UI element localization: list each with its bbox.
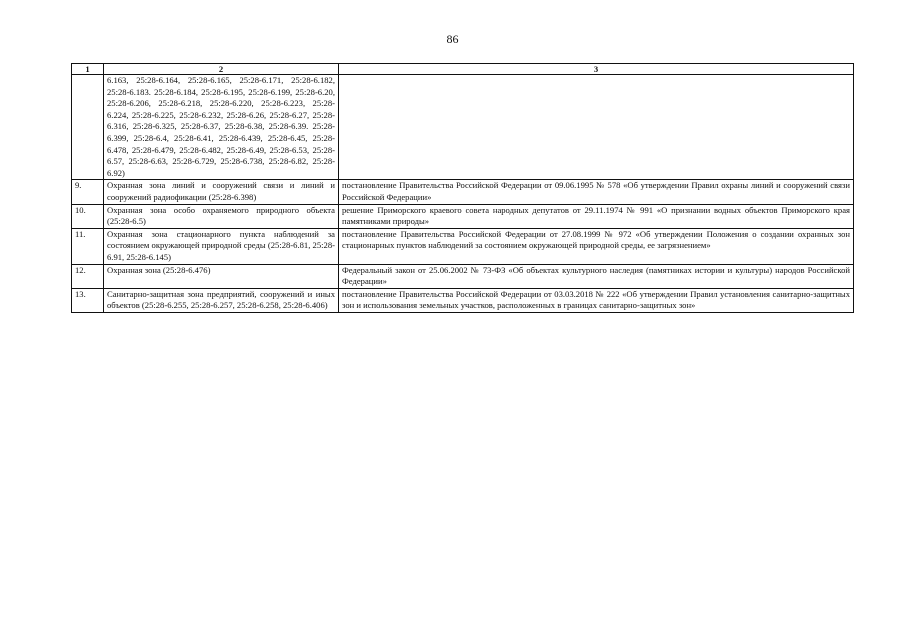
legal-basis: Федеральный закон от 25.06.2002 № 73-ФЗ «Об объектах культурного наследия (памятниках истории и культуры) народов Российской Федерации» xyxy=(339,264,854,288)
column-header-2: 2 xyxy=(104,64,339,75)
table-header-row xyxy=(72,64,854,75)
table-row xyxy=(72,288,854,312)
legal-basis: постановление Правительства Российской Федерации от 09.06.1995 № 578 «Об утверждении Правил охраны линий и сооружений связи Российской Федерации» xyxy=(339,180,854,204)
zone-description: Охранная зона стационарного пункта наблюдений за состоянием окружающей природной среды (25:28-6.81, 25:28-6.91, 25:28-6.145) xyxy=(104,228,339,264)
zone-description: Санитарно-защитная зона предприятий, сооружений и иных объектов (25:28-6.255, 25:28-6.257, 25:28-6.258, 25:28-6.406) xyxy=(104,288,339,312)
column-header-1: 1 xyxy=(72,64,104,75)
table-row xyxy=(72,204,854,228)
zone-description: 6.163, 25:28-6.164, 25:28-6.165, 25:28-6.171, 25:28-6.182, 25:28-6.183. 25:28-6.184, 25:28-6.195, 25:28-6.199, 25:28-6.20, 25:28-6.206, 25:28-6.218, 25:28-6.220, 25:28-6.223, 25:28-6.224, 25:28-6.225, 25:28-6.232, 25:28-6.26, 25:28-6.27, 25:28-6.316, 25:28-6.325, 25:28-6.37, 25:28-6.38, 25:28-6.39. 25:28-6.399, 25:28-6.4, 25:28-6.41, 25:28-6.439, 25:28-6.45, 25:28-6.478, 25:28-6.479, 25:28-6.482, 25:28-6.49, 25:28-6.53, 25:28-6.57, 25:28-6.63, 25:28-6.729, 25:28-6.738, 25:28-6.82, 25:28-6.92) xyxy=(104,75,339,180)
legal-basis xyxy=(339,75,854,180)
zones-table xyxy=(71,63,854,313)
legal-basis: постановление Правительства Российской Федерации от 03.03.2018 № 222 «Об утверждении Правил установления санитарно-защитных зон и использования земельных участков, расположенных в границах санитарно-защитных зон» xyxy=(339,288,854,312)
legal-basis: решение Приморского краевого совета народных депутатов от 29.11.1974 № 991 «О признании водных объектов Приморского края памятниками природы» xyxy=(339,204,854,228)
page-number: 86 xyxy=(446,32,459,46)
row-number xyxy=(72,75,104,180)
zone-description: Охранная зона (25:28-6.476) xyxy=(104,264,339,288)
zone-description: Охранная зона особо охраняемого природного объекта (25:28-6.5) xyxy=(104,204,339,228)
row-number: 12. xyxy=(72,264,104,288)
row-number: 13. xyxy=(72,288,104,312)
table-row xyxy=(72,264,854,288)
legal-basis: постановление Правительства Российской Федерации от 27.08.1999 № 972 «Об утверждении Положения о создании охранных зон стационарных пунктов наблюдений за состоянием окружающей природной среды, ее загрязнением» xyxy=(339,228,854,264)
table-row xyxy=(72,228,854,264)
table-row xyxy=(72,75,854,180)
row-number: 11. xyxy=(72,228,104,264)
row-number: 9. xyxy=(72,180,104,204)
column-header-3: 3 xyxy=(339,64,854,75)
row-number: 10. xyxy=(72,204,104,228)
zone-description: Охранная зона линий и сооружений связи и линий и сооружений радиофикации (25:28-6.398) xyxy=(104,180,339,204)
table-row xyxy=(72,180,854,204)
